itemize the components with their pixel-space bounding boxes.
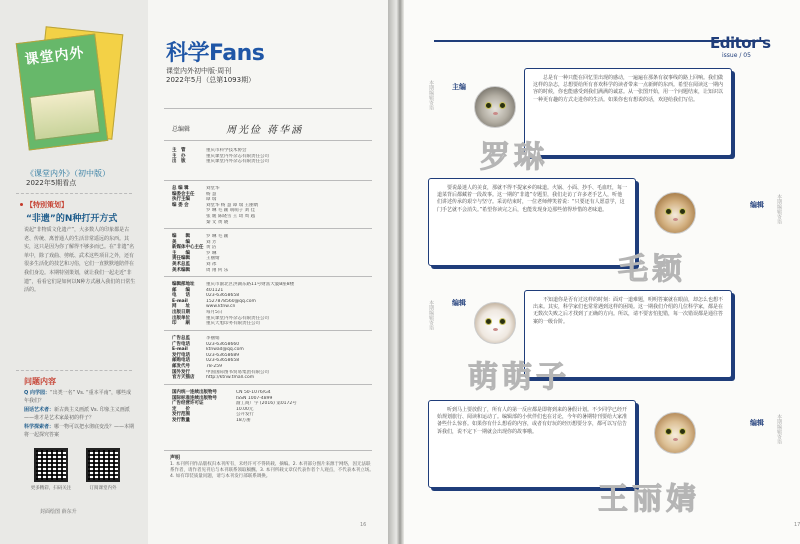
editor-role: 编辑 [750, 419, 764, 427]
masthead-staff: 编 辑 罗 琳 毛 颖 美 编 刘 芳 新媒体中心主任 黄 洁 主 编 罗 琳 责任编辑 王丽婧 美术总监 刘 冰 美术编辑 周 翔 何 乐 [172, 234, 229, 273]
page-number: 16 [360, 522, 367, 528]
page-number: 17 [794, 522, 800, 528]
editor-message: 不知道你是否有过这样的时刻：面对一道难题，明明答案就在眼前，却怎么也想不出来。其实，科学家们也常常遇到这样的困境。这一期我们介绍的几位科学家，都是在无数次失败之后才找到了正确的方向。所以，请不要害怕犯错，每一次错误都是通往答案的一级台阶。 [533, 297, 724, 325]
editor-role: 编辑 [750, 201, 764, 209]
divider [164, 140, 372, 141]
divider [164, 180, 372, 181]
divider [16, 193, 132, 194]
editor-role: 编辑 [452, 299, 466, 307]
editor-role: 主编 [452, 83, 466, 91]
issue-label: issue / 05 [722, 52, 751, 59]
left-page [0, 0, 396, 544]
divider [164, 228, 372, 229]
qr-code-icon[interactable] [86, 448, 120, 482]
feature-body: 说起“非物质文化遗产”，大多数人的印象都是古老、传统、离普通人的生活非常遥远的东西。其实，这只是因为你了解得不够多而已。在“非遗”名单中，除了戏曲、剪纸、武术这些项目之外，还有很多生活化的技艺和习俗，它们一直默默地陪伴在我们身边。本期特别策划，就让我们一起走近“非遗”，看看它们是如何以N种方式融入我们的日常生活的。 [24, 227, 136, 294]
qa-item[interactable]: 科学探索者：哪一物可以把水彻底变没？——本期将一起探究答案 [24, 424, 135, 438]
editor-name: 萌萌子 [468, 360, 570, 395]
editor-card: 本期编辑寄语 编辑 不知道你是否有过这样的时刻：面对一道难题，明明答案就在眼前，却怎么也想不出来。其实，科学家们也常常遇到这样的困境。这一期我们介绍的几位科学家，都是在无数次失败之后才找到了正确的方向。所以，请不要害怕犯错，每一次错误都是通往答案的一级台阶。 萌萌子 [418, 284, 792, 392]
editor-avatar [654, 412, 696, 454]
qr-caption: 订阅课堂内外 [89, 486, 117, 491]
cover-thumbnail[interactable] [22, 30, 120, 150]
editor-card: 要说最迷人的美食，那就不得不提家乡的味道。火锅、小面、抄手、毛血旺，每一道菜背后都藏着一段故事。这一期的“非遗”专题里，我们走访了许多老手艺人，听他们讲述传承的艰辛与坚守。采访结束时，一位老师傅笑着说：“只要还有人愿意学，这门手艺就不会消失。”希望你读完之后，也能发现身边那些值得珍惜的老味道。 编辑 本期编辑寄语 毛颖 [418, 172, 792, 280]
masthead-editorial-board: 总 编 辑 刘堂华 编委会主任 杨 慧 执行主编 谭 瑞 编 委 会 刘堂华 杨 慧 谭 瑞 王丽婧 罗 琳 毛 颖 萌萌子 刘 佳 张 媛 陈晓雪 王 琦 周 越 秦 文 黄 晓 [172, 186, 259, 225]
chief-editor-label: 总编辑 [172, 126, 191, 133]
editor-message-bubble [428, 178, 636, 266]
issue-name: 《课堂内外》（初中版） [26, 169, 110, 178]
chief-editor-signature: 周光俭 蒋华涵 [226, 125, 304, 136]
qa-item[interactable]: 困话艺术者：新古典主义画派 Vs. 印象主义画派——谁才是艺术家最初的样子？ [24, 407, 130, 421]
cover-illustration [29, 89, 100, 141]
masthead-registration: 国内统一连续出版物号 CN 50-1076/G4 国际标准连续出版物号 ISSN 1007-4899 广告经营许可证 渝工商广字 (2016) 第0172号 定 价 10.00元 发行范围 公开发行 发行数量 18万册 [172, 390, 297, 423]
qa-heading: 问题内容 [24, 377, 56, 386]
cover-credit: 封面绘图 薛东升 [40, 509, 77, 515]
magazine-date: 2022年5月（总第1093期） [166, 76, 256, 84]
masthead-publisher: 主 管 重庆市科学技术协会 主 办 重庆课堂内外杂志有限责任公司 出 版 重庆课堂内外杂志有限责任公司 [172, 148, 269, 165]
editor-avatar [474, 86, 516, 128]
magazine-logo: 科学Fans [166, 41, 265, 66]
qa-item[interactable]: Q 向学园：“出类一名” Vs. “重本平南”，哪些成年我们？ [24, 390, 132, 404]
divider [164, 384, 372, 385]
editor-message: 要说最迷人的美食，那就不得不提家乡的味道。火锅、小面、抄手、毛血旺，每一道菜背后都藏着一段故事。这一期的“非遗”专题里，我们走访了许多老手艺人，听他们讲述传承的艰辛与坚守。采访结束时，一位老师傅笑着说：“只要还有人愿意学，这门手艺就不会消失。”希望你读完之后，也能发现身边那些值得珍惜的老味道。 [437, 185, 628, 213]
divider [164, 330, 372, 331]
copyright-notice: 声明 1. 本刊所刊作品版权归本刊所有，未经许可不得转载、摘编。2. 本刊部分图片来源于网络，因无法联系作者，请作者见刊后与本刊联系领取稿酬。3. 本刊所载文章仅代表作者个人观点，不代表本刊立场。4. 如有印装质量问题，请与本刊发行部联系调换。 [170, 455, 374, 479]
editor-message: 听到马上要放假了，所有人的第一反应都是即将到来的暑假计划。不少同学已经开始规划旅行、阅读和运动了。编辑部的小伙伴们也在讨论，今年的暑期特刊要给大家准备些什么惊喜。如果你有什么想看的内容，或者有好玩的经历想要分享，都可以写信告诉我们，说不定下一期就会出现你的故事哦。 [437, 407, 628, 435]
qr-code-icon[interactable] [34, 448, 68, 482]
magazine-subtitle: 课堂内外初中版·周刊 [166, 67, 232, 75]
right-page [404, 0, 800, 544]
editor-name: 王丽婧 [598, 482, 700, 517]
editor-message-bubble [524, 68, 732, 156]
editor-message: 总是有一种只能在回忆里出现的感动，一遍遍在那条有叙事线的路上回响。我们做这样的杂志，总想要给所有喜欢科学的读者带来一点新鲜的东西。希望在阅读这一期内容的时候，你也能感受到我们满满的诚意。从一张图开始，用一个问题结束，让知识以一种更有趣的方式走进你的生活。如果你也有想说的话，欢迎给我们写信。 [533, 75, 724, 103]
editor-avatar [654, 192, 696, 234]
editor-card: 本期编辑寄语 主编 总是有一种只能在回忆里出现的感动，一遍遍在那条有叙事线的路上回响。我们做这样的杂志，总想要给所有喜欢科学的读者带来一点新鲜的东西。希望在阅读这一期内容的时候，你也能感受到我们满满的诚意。从一张图开始，用一个问题结束，让知识以一种更有趣的方式走进你的生活。如果你也有想说的话，欢迎给我们写信。 罗琳 [418, 62, 792, 170]
feature-title[interactable]: “非遗”的N种打开方式 [26, 214, 118, 224]
masthead-contact: 编辑部地址 重庆市渝北区洪湖东路11号财富大厦B座8楼 邮 编 401121 电 话 023-63658658 E-mail 1527878560@qq.com 网 址 www.ktnw.cn 出版日期 每月5日 出版单位 重庆课堂内外杂志有限责任公司 印 刷 重庆天旭印务有限责任公司 [172, 282, 295, 327]
editor-avatar [474, 302, 516, 344]
issue-date: 2022年5期看点 [26, 179, 77, 187]
divider [164, 276, 372, 277]
divider [164, 450, 372, 451]
qr-caption: 更多精彩，扫码关注 [30, 486, 72, 491]
editor-name: 毛颖 [618, 252, 686, 287]
page-title: Editor's [710, 34, 771, 52]
contents-sidebar [0, 0, 148, 544]
editor-card: 听到马上要放假了，所有人的第一反应都是即将到来的暑假计划。不少同学已经开始规划旅行、阅读和运动了。编辑部的小伙伴们也在讨论，今年的暑期特刊要给大家准备些什么惊喜。如果你有什么想看的内容，或者有好玩的经历想要分享，都可以写信告诉我们，说不定下一期就会出现你的故事哦。 编辑 本期编辑寄语 王丽婧 [418, 394, 792, 502]
editor-name: 罗琳 [480, 140, 548, 175]
cover-image [16, 34, 109, 151]
bullet-icon [20, 203, 23, 206]
cover-title: 课堂内外 [23, 45, 86, 69]
divider [16, 370, 132, 371]
feature-tag: 【特别策划】 [26, 201, 68, 209]
masthead-advertising: 广告总监 李丽娟 广告电话 023-63658660 E-mail ktnwad@qq.com 发行电话 023-63658689 邮购电话 023-63658658 邮发代号 78-259 国外发行 中国国际图书贸易集团有限公司 官方天猫店 http://ktnw.tmall.com [172, 336, 269, 381]
divider [164, 108, 372, 109]
